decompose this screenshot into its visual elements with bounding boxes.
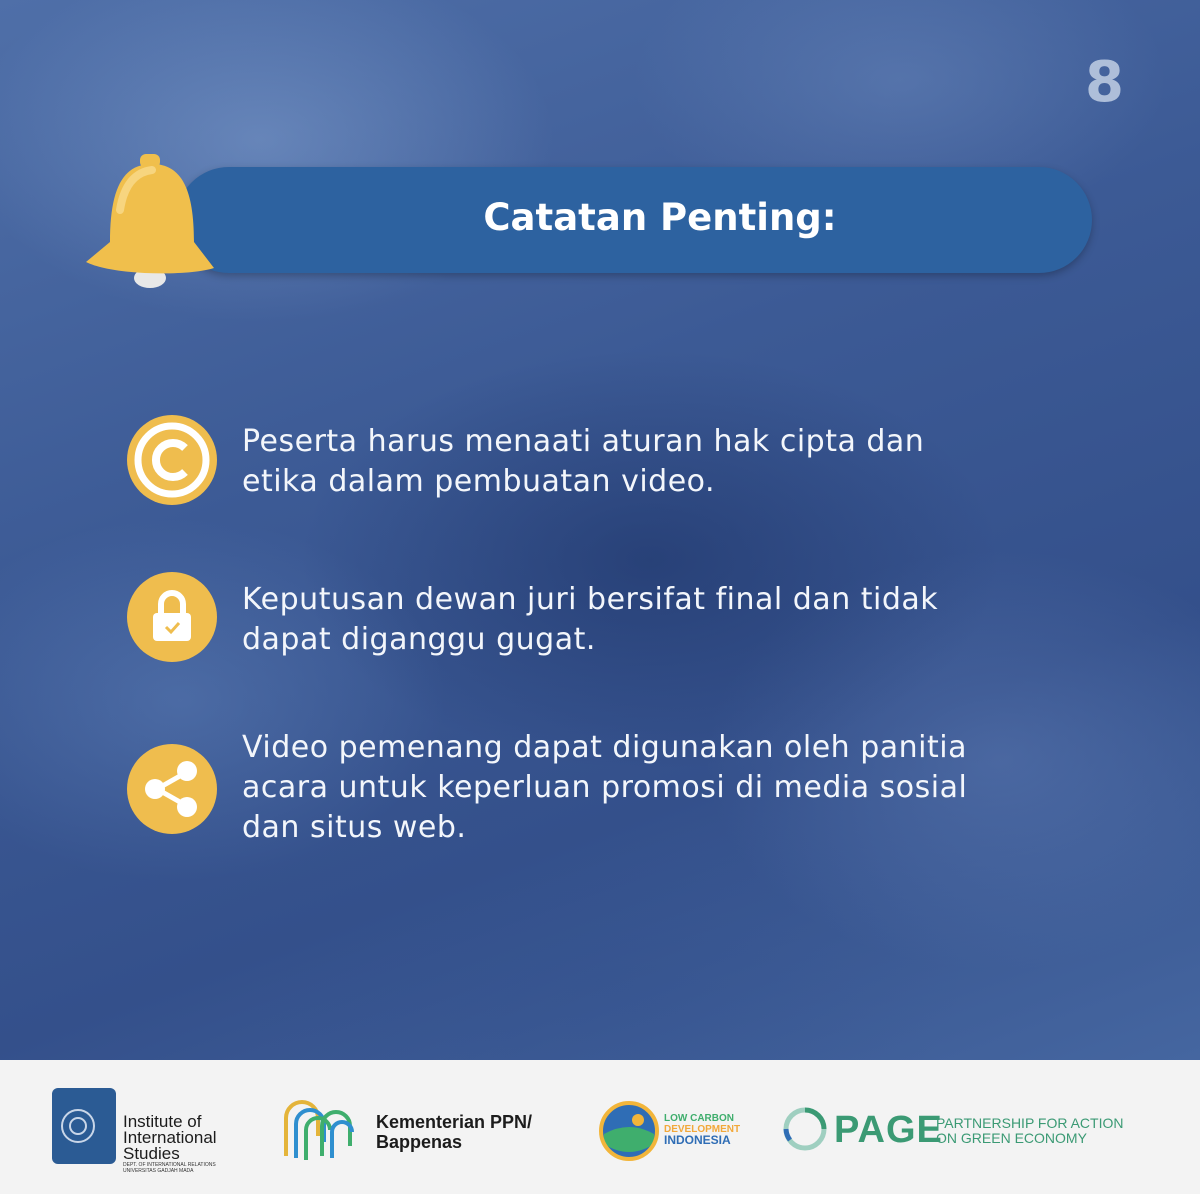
lcdi-name: LOW CARBON DEVELOPMENT INDONESIA [664,1113,741,1147]
iis-name: Institute of International Studies [123,1112,217,1163]
page-tagline: PARTNERSHIP FOR ACTION ON GREEN ECONOMY [936,1115,1124,1146]
lock-icon [127,572,217,662]
lcdi-logo [598,1100,660,1162]
banner-title: Catatan Penting: [483,196,837,239]
item-text: Video pemenang dapat digunakan oleh panitia acara untuk keperluan promosi di media sosial dan situs web. [242,730,968,845]
bappenas-logo [282,1096,356,1162]
page-wordmark: PAGE [834,1109,943,1151]
bell-icon [80,150,220,290]
iis-subtitle: DEPT. OF INTERNATIONAL RELATIONS UNIVERSITAS GADJAH MADA [123,1162,216,1174]
item-text: Keputusan dewan juri bersifat final dan tidak dapat diganggu gugat. [242,582,939,657]
bappenas-name: Kementerian PPN/ Bappenas [376,1112,533,1152]
page-logo [782,1106,828,1152]
partner-footer [0,1060,1200,1194]
iis-logo [52,1088,116,1164]
share-icon [127,744,217,834]
item-text: Peserta harus menaati aturan hak cipta dan etika dalam pembuatan video. [242,424,925,499]
copyright-icon [127,415,217,505]
page-number: 8 [1085,50,1124,115]
